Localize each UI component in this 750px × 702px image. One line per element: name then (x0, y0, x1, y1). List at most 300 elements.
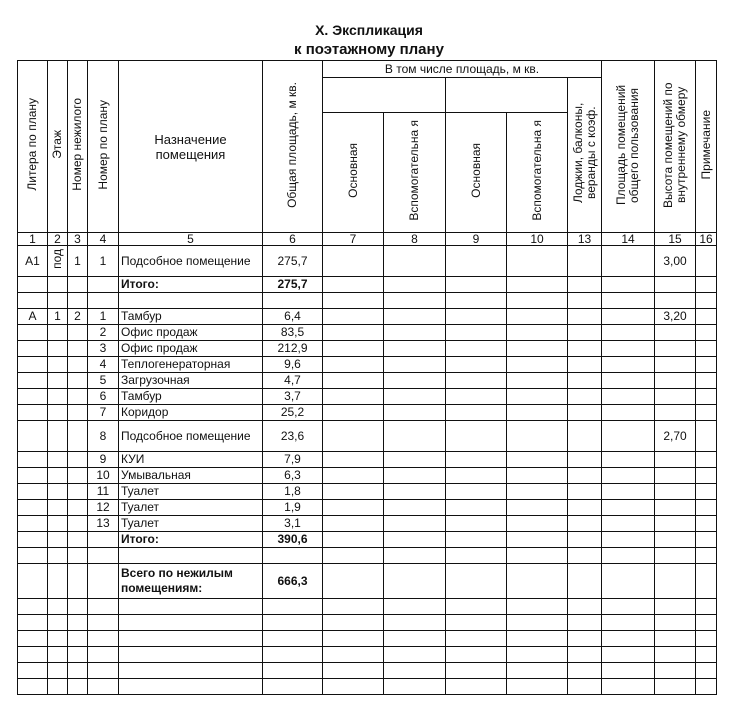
cell-area: 83,5 (263, 325, 323, 341)
cell-empty (323, 293, 384, 309)
cell-no: 2 (88, 325, 119, 341)
cell-unit (68, 599, 88, 615)
column-number: 5 (119, 233, 263, 246)
column-number: 3 (68, 233, 88, 246)
cell-floor (48, 615, 68, 631)
cell-height (655, 405, 696, 421)
cell-height (655, 341, 696, 357)
cell-empty (696, 647, 717, 663)
header-height: Высота помещений по внутреннему обмеру (655, 61, 696, 233)
cell-area (263, 599, 323, 615)
cell-unit (68, 631, 88, 647)
cell-empty (323, 500, 384, 516)
cell-empty (568, 532, 602, 548)
table-row (18, 599, 717, 615)
cell-floor: под (48, 246, 68, 277)
cell-empty (384, 679, 446, 695)
cell-empty (384, 389, 446, 405)
cell-empty (384, 421, 446, 452)
cell-empty (507, 373, 568, 389)
cell-empty (602, 484, 655, 500)
table-row (18, 421, 717, 452)
cell-empty (568, 484, 602, 500)
cell-empty (384, 325, 446, 341)
cell-unit (68, 277, 88, 293)
cell-empty (446, 631, 507, 647)
cell-name: Туалет (119, 516, 263, 532)
cell-empty (696, 631, 717, 647)
cell-lit: А1 (18, 246, 48, 277)
cell-no: 13 (88, 516, 119, 532)
header-floor: Этаж (48, 61, 68, 233)
cell-name: КУИ (119, 452, 263, 468)
cell-no (88, 647, 119, 663)
cell-empty (696, 421, 717, 452)
cell-empty (323, 309, 384, 325)
cell-empty (323, 564, 384, 599)
header-aux-1: Вспомогательна я (384, 113, 446, 233)
cell-empty (446, 277, 507, 293)
cell-no: 5 (88, 373, 119, 389)
cell-empty (446, 679, 507, 695)
cell-empty (696, 277, 717, 293)
cell-area (263, 631, 323, 647)
cell-area (263, 679, 323, 695)
cell-height (655, 373, 696, 389)
cell-height (655, 564, 696, 599)
cell-empty (568, 516, 602, 532)
cell-empty (323, 405, 384, 421)
cell-empty (384, 452, 446, 468)
cell-lit (18, 293, 48, 309)
cell-unit: 2 (68, 309, 88, 325)
cell-floor (48, 532, 68, 548)
cell-empty (696, 532, 717, 548)
cell-empty (568, 599, 602, 615)
cell-height (655, 468, 696, 484)
cell-empty (323, 389, 384, 405)
cell-area: 6,4 (263, 309, 323, 325)
cell-empty (384, 293, 446, 309)
cell-empty (446, 309, 507, 325)
cell-unit (68, 389, 88, 405)
cell-lit (18, 452, 48, 468)
cell-lit (18, 647, 48, 663)
header-plan-no: Номер по плану (88, 61, 119, 233)
cell-empty (568, 357, 602, 373)
table-row (18, 468, 717, 484)
cell-empty (568, 548, 602, 564)
cell-empty (507, 647, 568, 663)
cell-lit (18, 484, 48, 500)
table-row (18, 548, 717, 564)
cell-floor (48, 484, 68, 500)
cell-empty (696, 373, 717, 389)
header-group: В том числе площадь, м кв. (323, 61, 602, 78)
cell-empty (384, 548, 446, 564)
cell-empty (696, 564, 717, 599)
cell-empty (507, 341, 568, 357)
cell-empty (696, 516, 717, 532)
cell-empty (696, 309, 717, 325)
cell-unit (68, 615, 88, 631)
cell-lit (18, 663, 48, 679)
cell-empty (602, 647, 655, 663)
cell-name: Тамбур (119, 389, 263, 405)
cell-lit (18, 341, 48, 357)
cell-lit (18, 532, 48, 548)
cell-area: 212,9 (263, 341, 323, 357)
cell-empty (323, 468, 384, 484)
cell-unit (68, 564, 88, 599)
cell-no: 9 (88, 452, 119, 468)
cell-empty (602, 631, 655, 647)
cell-empty (507, 548, 568, 564)
cell-empty (602, 357, 655, 373)
cell-lit (18, 405, 48, 421)
cell-empty (384, 647, 446, 663)
cell-empty (696, 452, 717, 468)
table-row (18, 452, 717, 468)
cell-empty (568, 389, 602, 405)
cell-empty (507, 325, 568, 341)
table-row (18, 564, 717, 599)
table-row (18, 532, 717, 548)
cell-empty (602, 500, 655, 516)
header-litera: Литера по плану (18, 61, 48, 233)
column-number: 6 (263, 233, 323, 246)
cell-height (655, 516, 696, 532)
cell-empty (507, 293, 568, 309)
column-number: 7 (323, 233, 384, 246)
cell-empty (323, 421, 384, 452)
cell-empty (323, 631, 384, 647)
table-row (18, 663, 717, 679)
cell-name: Умывальная (119, 468, 263, 484)
cell-area (263, 293, 323, 309)
cell-empty (507, 532, 568, 548)
cell-empty (507, 564, 568, 599)
cell-empty (446, 615, 507, 631)
table-row (18, 516, 717, 532)
cell-floor (48, 631, 68, 647)
cell-empty (602, 341, 655, 357)
cell-unit (68, 293, 88, 309)
cell-empty (446, 484, 507, 500)
cell-lit (18, 421, 48, 452)
cell-empty (568, 246, 602, 277)
cell-empty (568, 564, 602, 599)
cell-height (655, 532, 696, 548)
cell-empty (507, 468, 568, 484)
cell-empty (568, 405, 602, 421)
cell-empty (602, 405, 655, 421)
cell-no (88, 532, 119, 548)
cell-lit (18, 277, 48, 293)
cell-empty (323, 452, 384, 468)
cell-empty (507, 599, 568, 615)
cell-no: 12 (88, 500, 119, 516)
cell-empty (323, 277, 384, 293)
cell-empty (446, 532, 507, 548)
cell-name: Итого: (119, 277, 263, 293)
cell-empty (602, 564, 655, 599)
cell-empty (446, 341, 507, 357)
header-sub-a (323, 78, 446, 113)
cell-lit (18, 468, 48, 484)
cell-empty (507, 277, 568, 293)
cell-empty (446, 405, 507, 421)
cell-empty (384, 615, 446, 631)
cell-empty (507, 357, 568, 373)
cell-floor (48, 325, 68, 341)
cell-empty (602, 277, 655, 293)
cell-name: Коридор (119, 405, 263, 421)
cell-empty (323, 325, 384, 341)
cell-area: 666,3 (263, 564, 323, 599)
cell-no: 1 (88, 246, 119, 277)
cell-name: Итого: (119, 532, 263, 548)
cell-empty (696, 500, 717, 516)
cell-area: 9,6 (263, 357, 323, 373)
cell-empty (568, 631, 602, 647)
cell-empty (568, 663, 602, 679)
column-number: 16 (696, 233, 717, 246)
cell-empty (602, 468, 655, 484)
table-row (18, 357, 717, 373)
cell-unit (68, 325, 88, 341)
cell-empty (384, 405, 446, 421)
cell-unit (68, 516, 88, 532)
cell-empty (384, 631, 446, 647)
cell-empty (446, 357, 507, 373)
cell-floor (48, 452, 68, 468)
cell-empty (384, 532, 446, 548)
header-aux-2: Вспомогательна я (507, 113, 568, 233)
cell-empty (384, 373, 446, 389)
cell-height (655, 599, 696, 615)
cell-name (119, 548, 263, 564)
cell-empty (446, 468, 507, 484)
cell-empty (323, 516, 384, 532)
cell-no: 1 (88, 309, 119, 325)
cell-empty (446, 389, 507, 405)
cell-height (655, 548, 696, 564)
cell-unit (68, 663, 88, 679)
cell-empty (507, 631, 568, 647)
column-number: 15 (655, 233, 696, 246)
column-number: 14 (602, 233, 655, 246)
cell-empty (696, 357, 717, 373)
table-row (18, 277, 717, 293)
cell-empty (507, 663, 568, 679)
cell-empty (602, 293, 655, 309)
cell-name: Туалет (119, 484, 263, 500)
cell-name: Теплогенераторная (119, 357, 263, 373)
cell-lit (18, 325, 48, 341)
table-row (18, 325, 717, 341)
cell-empty (384, 599, 446, 615)
cell-empty (568, 373, 602, 389)
cell-empty (323, 615, 384, 631)
cell-no (88, 615, 119, 631)
document-title: Х. Экспликация (315, 22, 423, 38)
cell-empty (602, 325, 655, 341)
cell-empty (507, 452, 568, 468)
cell-empty (602, 389, 655, 405)
cell-empty (323, 246, 384, 277)
header-unit: Номер нежилого (68, 61, 88, 233)
cell-empty (323, 647, 384, 663)
table-row (18, 246, 717, 277)
cell-name: Загрузочная (119, 373, 263, 389)
cell-unit (68, 679, 88, 695)
header-main-1: Основная (323, 113, 384, 233)
cell-empty (384, 468, 446, 484)
table-row (18, 484, 717, 500)
cell-empty (696, 679, 717, 695)
cell-empty (602, 246, 655, 277)
cell-name: Всего по нежилым помещениям: (119, 564, 263, 599)
cell-empty (384, 516, 446, 532)
cell-empty (446, 516, 507, 532)
cell-floor (48, 293, 68, 309)
cell-name: Офис продаж (119, 341, 263, 357)
cell-empty (384, 564, 446, 599)
table-row (18, 631, 717, 647)
cell-floor (48, 468, 68, 484)
cell-empty (568, 452, 602, 468)
cell-empty (446, 246, 507, 277)
cell-area: 4,7 (263, 373, 323, 389)
cell-empty (602, 532, 655, 548)
cell-empty (602, 599, 655, 615)
cell-empty (507, 615, 568, 631)
cell-no: 7 (88, 405, 119, 421)
cell-empty (602, 548, 655, 564)
cell-unit (68, 357, 88, 373)
table-row (18, 341, 717, 357)
cell-empty (602, 663, 655, 679)
cell-floor: 1 (48, 309, 68, 325)
column-number: 10 (507, 233, 568, 246)
cell-no (88, 679, 119, 695)
cell-name (119, 599, 263, 615)
cell-floor (48, 548, 68, 564)
cell-unit (68, 341, 88, 357)
cell-area (263, 615, 323, 631)
cell-height (655, 325, 696, 341)
cell-empty (323, 373, 384, 389)
cell-name: Туалет (119, 500, 263, 516)
cell-floor (48, 357, 68, 373)
cell-area (263, 663, 323, 679)
cell-floor (48, 373, 68, 389)
column-number: 4 (88, 233, 119, 246)
column-number: 1 (18, 233, 48, 246)
cell-empty (507, 679, 568, 695)
cell-empty (696, 663, 717, 679)
cell-area: 3,7 (263, 389, 323, 405)
cell-empty (602, 373, 655, 389)
cell-unit (68, 548, 88, 564)
document-subtitle: к поэтажному плану (294, 41, 444, 58)
cell-empty (446, 564, 507, 599)
cell-empty (323, 548, 384, 564)
cell-empty (507, 421, 568, 452)
table-row (18, 500, 717, 516)
column-number: 2 (48, 233, 68, 246)
cell-empty (568, 468, 602, 484)
cell-floor (48, 500, 68, 516)
cell-empty (696, 548, 717, 564)
table-row (18, 373, 717, 389)
header-main-2: Основная (446, 113, 507, 233)
cell-empty (602, 452, 655, 468)
cell-no (88, 548, 119, 564)
cell-no: 4 (88, 357, 119, 373)
cell-empty (384, 663, 446, 679)
column-number: 9 (446, 233, 507, 246)
cell-no: 11 (88, 484, 119, 500)
cell-empty (446, 293, 507, 309)
cell-empty (323, 599, 384, 615)
cell-empty (507, 389, 568, 405)
cell-empty (568, 309, 602, 325)
cell-height (655, 631, 696, 647)
header-purpose: Назначение помещения (119, 61, 263, 233)
cell-empty (602, 679, 655, 695)
cell-empty (568, 615, 602, 631)
cell-empty (696, 246, 717, 277)
cell-height (655, 452, 696, 468)
cell-empty (696, 341, 717, 357)
cell-height (655, 663, 696, 679)
column-numbers-row (18, 233, 717, 246)
cell-floor (48, 277, 68, 293)
cell-empty (568, 341, 602, 357)
cell-empty (323, 679, 384, 695)
cell-unit (68, 452, 88, 468)
cell-height (655, 679, 696, 695)
cell-no: 10 (88, 468, 119, 484)
cell-name: Офис продаж (119, 325, 263, 341)
cell-height: 2,70 (655, 421, 696, 452)
cell-empty (446, 373, 507, 389)
cell-floor (48, 679, 68, 695)
cell-area: 25,2 (263, 405, 323, 421)
cell-empty (568, 293, 602, 309)
cell-empty (446, 421, 507, 452)
cell-no: 6 (88, 389, 119, 405)
cell-empty (384, 341, 446, 357)
cell-empty (568, 679, 602, 695)
cell-height (655, 357, 696, 373)
cell-name (119, 293, 263, 309)
cell-unit (68, 421, 88, 452)
cell-unit (68, 500, 88, 516)
cell-area: 23,6 (263, 421, 323, 452)
cell-floor (48, 421, 68, 452)
cell-height (655, 277, 696, 293)
cell-lit (18, 500, 48, 516)
cell-empty (602, 615, 655, 631)
cell-name (119, 663, 263, 679)
table-row (18, 293, 717, 309)
cell-height (655, 293, 696, 309)
cell-empty (602, 309, 655, 325)
cell-area: 6,3 (263, 468, 323, 484)
